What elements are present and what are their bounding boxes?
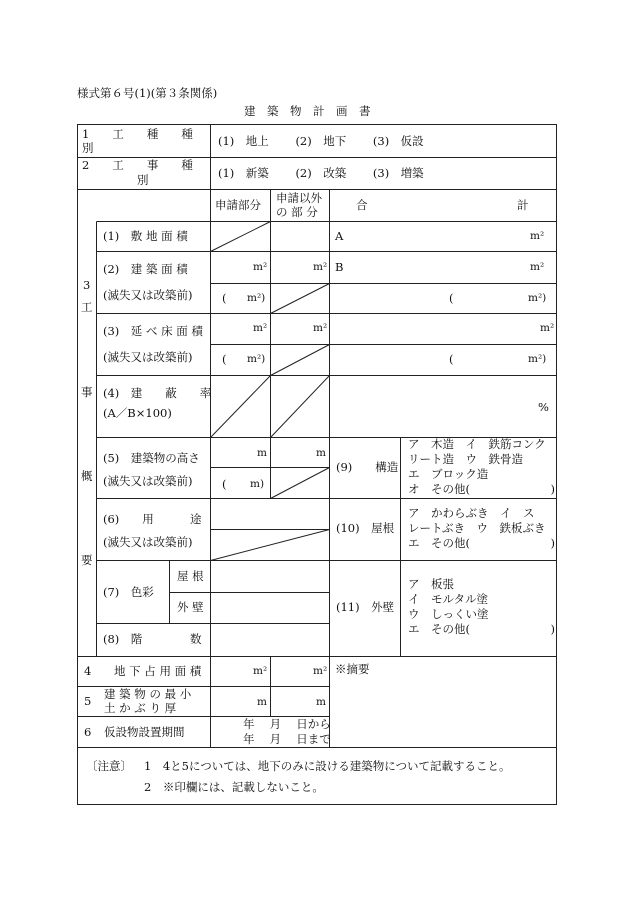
floor-area-sub: (滅失又は改築前) [103, 350, 193, 364]
building-area-label: (2) 建 築 面 積 [103, 262, 188, 276]
floors-label: (8) 階 [103, 632, 143, 646]
structure-opt-2: リート造 ウ 鉄骨造 [408, 452, 523, 466]
building-area-applied-unit: m² [253, 261, 268, 273]
exterior-opt-2: イ モルタル塗 [408, 592, 489, 606]
height-sub: (滅失又は改築前) [103, 474, 193, 488]
min-cover-other-unit: m [316, 696, 326, 708]
height-label: (5) 建築物の高さ [103, 451, 200, 465]
building-area-prev-close: m²) [247, 292, 266, 304]
section3-char-2: 事 [81, 385, 93, 399]
floor-area-prev-open: ( [222, 352, 227, 366]
col-total-1: 合 [356, 198, 368, 212]
remarks-label: ※摘要 [335, 662, 370, 676]
underground-area-label: 地 下 占 用 面 積 [114, 664, 202, 678]
structure-opt-1: ア 木造 イ 鉄筋コンク [408, 437, 546, 451]
page-title: 建 築 物 計 画 書 [244, 104, 371, 118]
building-area-prefix: B [335, 260, 344, 274]
note-1: 1 4と5については、地下のみに設ける建築物について記載すること。 [144, 759, 511, 773]
notes-head: 〔注意〕 [86, 759, 132, 773]
coverage-unit: % [538, 400, 549, 414]
construction-type-label: 2 工 事 種 [82, 158, 193, 172]
building-area-total-unit: m² [530, 261, 545, 273]
roof-opt-3: エ その他( ) [408, 536, 555, 550]
use-sub: (滅失又は改築前) [103, 535, 193, 549]
exterior-opt-1: ア 板張 [408, 577, 454, 591]
exterior-label: (11) 外壁 [336, 600, 395, 614]
site-area-prefix: A [335, 229, 344, 243]
construction-type-label-2: 別 [137, 173, 149, 187]
col-other-2: の 部 分 [276, 205, 318, 219]
row6-num: 6 [84, 725, 92, 739]
floor-area-other-unit: m² [313, 322, 328, 334]
temp-period-label: 仮設物設置期間 [104, 725, 185, 739]
height-prev-open: ( [222, 477, 227, 491]
min-cover-label-2: 土 か ぶ り 厚 [104, 701, 177, 715]
floor-area-prev-close: m²) [247, 353, 266, 365]
use-label-2: 途 [190, 512, 202, 526]
underground-other-unit: m² [313, 665, 328, 677]
floors-label-2: 数 [190, 632, 202, 646]
height-prev-close: m) [250, 478, 265, 490]
underground-applied-unit: m² [253, 665, 268, 677]
col-applied: 申請部分 [215, 198, 261, 212]
temp-period-from: 年 月 日から [243, 717, 331, 731]
structure-opt-4: オ その他( ) [408, 482, 555, 496]
building-area-prev-open: ( [222, 291, 227, 305]
work-type-options: (1) 地上 (2) 地下 (3) 仮設 [218, 134, 424, 148]
building-area-total-prev-close: m²) [528, 292, 547, 304]
col-total-2: 計 [517, 198, 529, 212]
section3-char-1: 工 [81, 300, 93, 314]
min-cover-applied-unit: m [257, 696, 267, 708]
section3-num: 3 [83, 278, 91, 292]
coverage-label: (4) 建 蔽 率 [103, 386, 212, 400]
work-type-label: 1 工 種 種 [82, 127, 193, 141]
roof-opt-1: ア かわらぶき イ ス [408, 506, 535, 520]
floor-area-applied-unit: m² [253, 322, 268, 334]
building-area-other-unit: m² [313, 261, 328, 273]
min-cover-label: 建 築 物 の 最 小 [104, 687, 192, 701]
note-2: 2 ※印欄には、記載しないこと。 [144, 780, 324, 794]
building-area-sub: (滅失又は改築前) [103, 288, 193, 302]
section3-char-3: 概 [81, 469, 93, 483]
row4-num: 4 [84, 664, 92, 678]
color-wall: 外 壁 [177, 600, 204, 614]
use-label: (6) 用 [103, 512, 154, 526]
form-id: 様式第６号(1)(第３条関係) [77, 86, 218, 100]
structure-label: (9) 構造 [336, 460, 399, 474]
height-applied-unit: m [257, 447, 267, 459]
temp-period-to: 年 月 日まで [243, 732, 331, 746]
building-area-total-prev-open: ( [449, 291, 454, 305]
floor-area-total-prev-open: ( [449, 352, 454, 366]
color-roof: 屋 根 [177, 569, 204, 583]
work-type-label-2: 別 [82, 141, 94, 155]
roof-opt-2: レートぶき ウ 鉄板ぶき [408, 521, 546, 535]
height-other-unit: m [316, 447, 326, 459]
color-label: (7) 色彩 [103, 585, 154, 599]
floor-area-total-unit: m² [540, 322, 555, 334]
row5-num: 5 [84, 694, 92, 708]
construction-type-options: (1) 新築 (2) 改築 (3) 増築 [218, 166, 424, 180]
section3-char-4: 要 [81, 553, 93, 567]
exterior-opt-3: ウ しっくい塗 [408, 607, 489, 621]
roof-label: (10) 屋根 [336, 521, 395, 535]
site-area-label: (1) 敷 地 面 積 [103, 229, 188, 243]
floor-area-total-prev-close: m²) [528, 353, 547, 365]
coverage-formula: (A／B×100) [103, 406, 172, 420]
col-other-1: 申請以外 [276, 191, 322, 205]
site-area-unit: m² [530, 230, 545, 242]
floor-area-label: (3) 延 べ 床 面 積 [103, 324, 203, 338]
exterior-opt-4: エ その他( ) [408, 622, 555, 636]
structure-opt-3: エ ブロック造 [408, 467, 489, 481]
